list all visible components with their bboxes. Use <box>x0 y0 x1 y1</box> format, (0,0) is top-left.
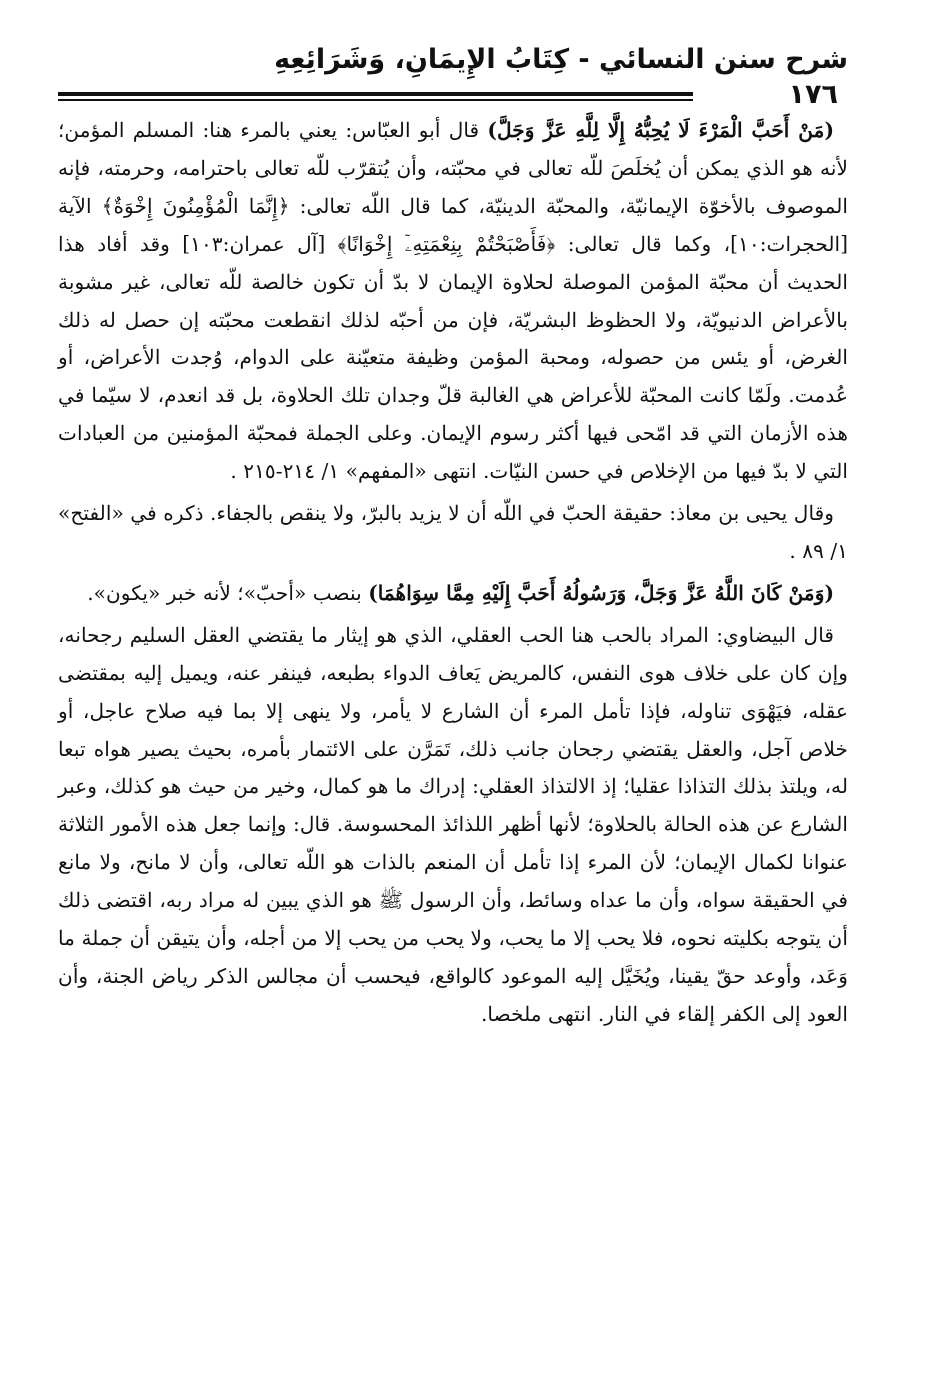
running-header <box>58 40 848 86</box>
body-text <box>58 112 848 1034</box>
rule-thick <box>58 92 693 96</box>
paragraph-4-text: قال البيضاوي: المراد بالحب هنا الحب العقلي، الذي هو إيثار ما يقتضي العقل السليم رجحانه، وإن كان على خلاف هوى النفس، كالمريض يَعاف الدواء بطبعه، فينفر عنه، ويميل إليه بمقتضى عقله، فيَهْوَى تناوله، فإذا تأمل المرء أن الشارع لا يأمر، ولا ينهى إلا بما فيه صلاح عاجل، أو خلاص آجل، والعقل يقتضي رجحان جانب ذلك، تَمَرَّن على الائتمار بأمره، بحيث يصير هواه تبعا له، ويلتذ بذلك التذاذا عقليا؛ إذ الالتذاذ العقلي: إدراك ما هو كمال، وخير من حيث هو كذلك، وعبر الشارع عن هذه الحالة بالحلاوة؛ لأنها أظهر اللذائذ المحسوسة. قال: وإنما جعل هذه الأمور الثلاثة عنوانا لكمال الإيمان؛ لأن المرء إذا تأمل أن المنعم بالذات هو اللّه تعالى، وأن لا مانح، ولا مانع في الحقيقة سواه، وأن ما عداه وسائط، وأن الرسول ﷺ هو الذي يبين له مراد ربه، اقتضى ذلك أن يتوجه بكليته نحوه، فلا يحب إلا ما يحب، ولا يحب من يحب إلا من أجله، وأن يتيقن أن جملة ما وَعَد، وأوعد حقّ يقينا، ويُخَيَّل إليه الموعود كالواقع، فيحسب أن مجالس الذكر رياض الجنة، وأن العود إلى الكفر إلقاء في النار. انتهى ملخصا. <box>58 622 848 1026</box>
header-rule <box>58 79 848 114</box>
paragraph-2 <box>58 495 848 571</box>
header-title: شرح سنن النسائي - كِتَابُ الإِيمَانِ، وَشَرَائِعِهِ <box>274 44 848 75</box>
paragraph-3 <box>58 575 848 613</box>
paragraph-1 <box>58 112 848 491</box>
paragraph-3-text: بنصب «أحبّ»؛ لأنه خبر «يكون». <box>87 580 369 605</box>
page <box>58 40 848 1038</box>
paragraph-4 <box>58 617 848 1034</box>
page-number: ١٧٦ <box>788 79 838 110</box>
double-rule <box>58 92 693 101</box>
paragraph-1-text: قال أبو العبّاس: يعني بالمرء هنا: المسلم المؤمن؛ لأنه هو الذي يمكن أن يُخلَصَ للّه تعالى في محبّته، وأن يُتقرّب للّه تعالى باحترامه، وحرمته، فإنه الموصوف بالأخوّة الإيمانيّة، والمحبّة الدينيّة، كما قال اللّه تعالى: ﴿إِنَّمَا الْمُؤْمِنُونَ إِخْوَةٌ﴾ الآية [الحجرات:١٠]، وكما قال تعالى: ﴿فَأَصْبَحْتُمْ بِنِعْمَتِهِۦٓ إِخْوَانًا﴾ [آل عمران:١٠٣] وقد أفاد هذا الحديث أن محبّة المؤمن الموصلة لحلاوة الإيمان لا بدّ أن تكون خالصة للّه تعالى، غير مشوبة بالأعراض الدنيويّة، ولا الحظوظ البشريّة، فإن من أحبّه لذلك انقطعت محبّته إن حصل له ذلك الغرض، أو يئس من حصوله، ومحبة المؤمن وظيفة متعيّنة على الدوام، وُجدت الأعراض، أو عُدمت. ولَمّا كانت المحبّة للأعراض هي الغالبة قلّ وجدان تلك الحلاوة، بل قد انعدم، لا سيّما في هذه الأزمان التي قد امّحى فيها أكثر رسوم الإيمان. وعلى الجملة فمحبّة المؤمنين من العبادات التي لا بدّ فيها من الإخلاص في حسن النيّات. انتهى «المفهم» ١/ ٢١٤-٢١٥ . <box>58 118 848 484</box>
paragraph-2-text: وقال يحيى بن معاذ: حقيقة الحبّ في اللّه أن لا يزيد بالبرّ، ولا ينقص بالجفاء. ذكره في «الفتح» ١/ ٨٩ . <box>58 501 848 563</box>
hadith-quote-1: (مَنْ أَحَبَّ الْمَرْءَ لَا يُحِبُّهُ إِلَّا لِلَّهِ عَزَّ وَجَلَّ) <box>487 118 834 142</box>
rule-thin <box>58 99 693 101</box>
hadith-quote-2: (وَمَنْ كَانَ اللَّهُ عَزَّ وَجَلَّ، وَرَسُولُهُ أَحَبَّ إِلَيْهِ مِمَّا سِوَاهُمَا) <box>368 580 834 605</box>
